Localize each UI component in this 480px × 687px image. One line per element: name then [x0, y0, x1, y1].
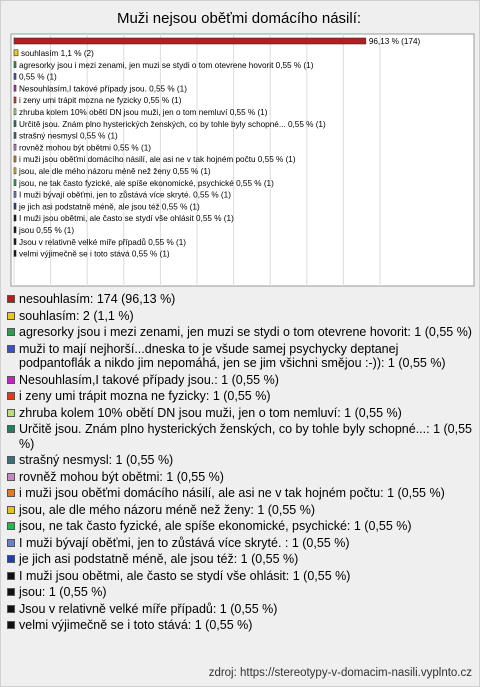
bar-label: strašný nesmysl 0,55 % (1) — [19, 131, 118, 141]
legend-label: Určitě jsou. Znám plno hysterických ženských, co by tohle byly schopné...: 1 (0,55 %) — [19, 422, 472, 451]
legend-swatch — [7, 621, 15, 629]
bar — [14, 121, 16, 127]
bar-label: velmi výjimečně se i toto stává 0,55 % (1) — [19, 249, 170, 259]
legend-label: nesouhlasím: 174 (96,13 %) — [19, 292, 176, 306]
legend-swatch — [7, 506, 15, 514]
legend-item — [7, 389, 473, 404]
bar-label: Určitě jsou. Znám plno hysterických ženských, co by tohle byly schopné... 0,55 % (1) — [19, 119, 326, 129]
legend-label: i zeny umi trápit mozna ne fyzicky: 1 (0,55 %) — [19, 389, 271, 403]
bar-label: jsou 0,55 % (1) — [19, 226, 75, 235]
legend-swatch — [7, 456, 15, 464]
legend-swatch — [7, 489, 15, 497]
bar-label: zhruba kolem 10% obětí DN jsou muži, jen o tom nemluví 0,55 % (1) — [19, 108, 268, 117]
legend-swatch — [7, 409, 15, 417]
bar — [14, 203, 16, 209]
legend-item — [7, 406, 473, 421]
legend-item — [7, 453, 473, 468]
bar — [14, 191, 16, 197]
legend-swatch — [7, 522, 15, 530]
bar — [14, 97, 16, 103]
legend-swatch — [7, 555, 15, 563]
legend-label: rovněž mohou být obětmi: 1 (0,55 %) — [19, 469, 224, 484]
legend-swatch — [7, 539, 15, 547]
bar — [14, 73, 16, 79]
bar — [14, 156, 16, 162]
bar — [14, 227, 16, 233]
legend-label: Jsou v relativně velké míře případů: 1 (0,55 %) — [19, 601, 278, 616]
bar — [14, 50, 18, 56]
legend-swatch — [7, 295, 15, 303]
legend-label: jsou: 1 (0,55 %) — [19, 585, 107, 599]
legend-item — [7, 325, 473, 340]
legend-item — [7, 585, 473, 600]
bar — [14, 215, 16, 221]
legend-item — [7, 342, 473, 371]
legend-label: velmi výjimečně se i toto stává: 1 (0,55 %) — [19, 618, 253, 632]
legend-label: souhlasím: 2 (1,1 %) — [19, 308, 134, 323]
legend-item — [7, 552, 473, 567]
legend-label: jsou, ne tak často fyzické, ale spíše ekonomické, psychické: 1 (0,55 %) — [19, 519, 412, 533]
legend-swatch — [7, 328, 15, 336]
bar-label: Nesouhlasím,I takové případy jsou. 0,55 % (1) — [19, 84, 187, 94]
legend-item — [7, 618, 473, 633]
bar-label: jsou, ale dle mého názoru méně než ženy 0,55 % (1) — [19, 167, 211, 176]
legend-item — [7, 422, 473, 451]
bar-label: rovněž mohou být obětmi 0,55 % (1) — [19, 143, 151, 153]
bar-label: 96,13 % (174) — [368, 37, 421, 47]
bar-label: agresorky jsou i mezi zenami, jen muzi se stydi o tom otevrene hovorit 0,55 % (1) — [19, 60, 314, 70]
bar-label: jsou, ne tak často fyzické, ale spíše ekonomické, psychické 0,55 % (1) — [19, 178, 274, 188]
legend-item — [7, 486, 473, 501]
bar-label: I muži bývají oběťmi, jen to zůstává více skryté. 0,55 % (1) — [19, 190, 231, 200]
legend-item — [7, 602, 473, 617]
bar — [14, 250, 16, 256]
legend-item — [7, 519, 473, 534]
legend-item — [7, 309, 473, 324]
legend-label: strašný nesmysl: 1 (0,55 %) — [19, 453, 174, 467]
bar-label: I muži jsou obětmi, ale často se stydí vše ohlásit 0,55 % (1) — [19, 214, 234, 224]
bar — [14, 85, 16, 91]
bar-label: i zeny umi trápit mozna ne fyzicky 0,55 % (1) — [19, 96, 182, 106]
legend-item — [7, 569, 473, 584]
legend-swatch — [7, 392, 15, 400]
bar — [14, 144, 16, 150]
bar-label: je jich asi podstatně méně, ale jsou též 0,55 % (1) — [19, 202, 200, 212]
legend-swatch — [7, 473, 15, 481]
bar — [14, 62, 16, 68]
bar-label: i muži jsou oběťmi domácího násilí, ale asi ne v tak hojném počtu 0,55 % (1) — [19, 155, 296, 165]
legend-item — [7, 536, 473, 551]
legend-label: muži to mají nejhorší...dneska to je všude samej psychycky deptanej podpantoflák a nikdo jim nepomáhá, jen se jim všichni smějou :-)): 1 (0,55 %) — [19, 341, 446, 370]
legend-label: I muži bývají oběťmi, jen to zůstává více skryté. : 1 (0,55 %) — [19, 535, 350, 550]
bar-label: 0,55 % (1) — [19, 72, 57, 82]
chart-title: Muži nejsou oběťmi domácího násilí: — [116, 10, 362, 27]
source-note: zdroj: https://stereotypy-v-domacim-nasili.vyplnto.cz — [208, 667, 472, 679]
legend — [7, 292, 473, 635]
legend-label: jsou, ale dle mého názoru méně než ženy: 1 (0,55 %) — [19, 502, 316, 517]
bar — [14, 239, 16, 245]
legend-swatch — [7, 605, 15, 613]
legend-swatch — [7, 572, 15, 580]
bar — [14, 132, 16, 138]
legend-label: zhruba kolem 10% obětí DN jsou muži, jen o tom nemluví: 1 (0,55 %) — [19, 405, 402, 420]
legend-label: i muži jsou oběťmi domácího násilí, ale asi ne v tak hojném počtu: 1 (0,55 %) — [19, 486, 445, 500]
legend-swatch — [7, 588, 15, 596]
legend-swatch — [7, 345, 15, 353]
bar — [14, 109, 16, 115]
bar — [14, 168, 16, 174]
bar — [14, 180, 16, 186]
legend-item — [7, 373, 473, 388]
legend-label: I muži jsou obětmi, ale často se stydí vše ohlásit: 1 (0,55 %) — [19, 568, 351, 583]
legend-item — [7, 470, 473, 485]
legend-label: agresorky jsou i mezi zenami, jen muzi se stydi o tom otevrene hovorit: 1 (0,55 %) — [19, 325, 472, 339]
legend-label: je jich asi podstatně méně, ale jsou též: 1 (0,55 %) — [19, 552, 299, 566]
bar-label: Jsou v relativně velké míře případů 0,55 % (1) — [19, 237, 187, 247]
legend-swatch — [7, 312, 15, 320]
legend-swatch — [7, 425, 15, 433]
legend-item — [7, 292, 473, 307]
legend-label: Nesouhlasím,I takové případy jsou.: 1 (0,55 %) — [19, 372, 279, 387]
bar-label: souhlasím 1,1 % (2) — [21, 49, 94, 58]
bar — [14, 38, 366, 44]
bar-chart — [0, 0, 480, 290]
legend-swatch — [7, 376, 15, 384]
legend-item — [7, 503, 473, 518]
